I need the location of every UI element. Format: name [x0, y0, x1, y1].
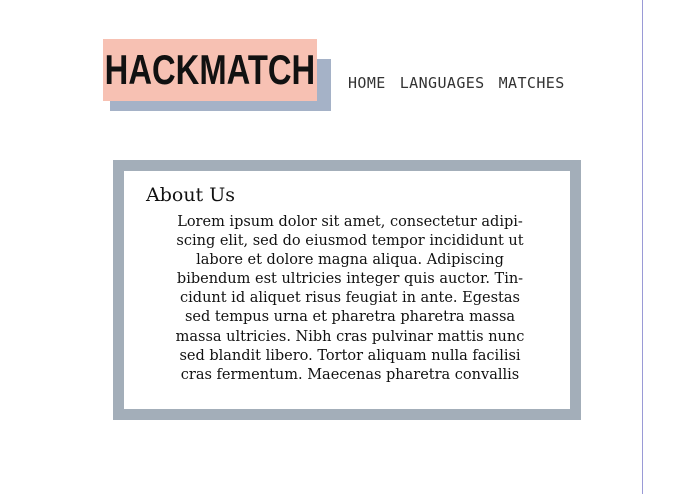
- main-nav: [348, 73, 565, 93]
- nav-link-home[interactable]: HOME: [348, 74, 386, 92]
- about-body-line: cidunt id aliquet risus feugiat in ante. Egestas: [180, 290, 520, 307]
- about-body-line: sed blandit libero. Tortor aliquam nulla facilisi: [179, 347, 521, 364]
- about-body: [150, 213, 550, 385]
- about-body-line: bibendum est ultricies integer quis auctor. Tin-: [176, 271, 524, 288]
- nav-link-languages[interactable]: LANGUAGES: [399, 74, 485, 92]
- about-body-line: labore et dolore magna aliqua. Adipiscing: [196, 252, 504, 269]
- about-body-line: massa ultricies. Nibh cras pulvinar mattis nunc: [175, 328, 525, 345]
- about-body-line: sed tempus urna et pharetra pharetra massa: [184, 309, 516, 326]
- about-body-line: cras fermentum. Maecenas pharetra convallis: [180, 366, 520, 383]
- logo[interactable]: [103, 39, 317, 101]
- about-title: About Us: [146, 184, 235, 206]
- logo-text: HACKMATCH: [104, 46, 316, 93]
- about-card: [124, 171, 570, 409]
- about-body-line: Lorem ipsum dolor sit amet, consectetur adipi-: [177, 214, 523, 230]
- about-body-line: scing elit, sed do eiusmod tempor incididunt ut: [176, 233, 524, 250]
- about-section: [113, 160, 581, 420]
- nav-link-matches[interactable]: MATCHES: [498, 74, 565, 92]
- page-divider-line: [642, 0, 643, 494]
